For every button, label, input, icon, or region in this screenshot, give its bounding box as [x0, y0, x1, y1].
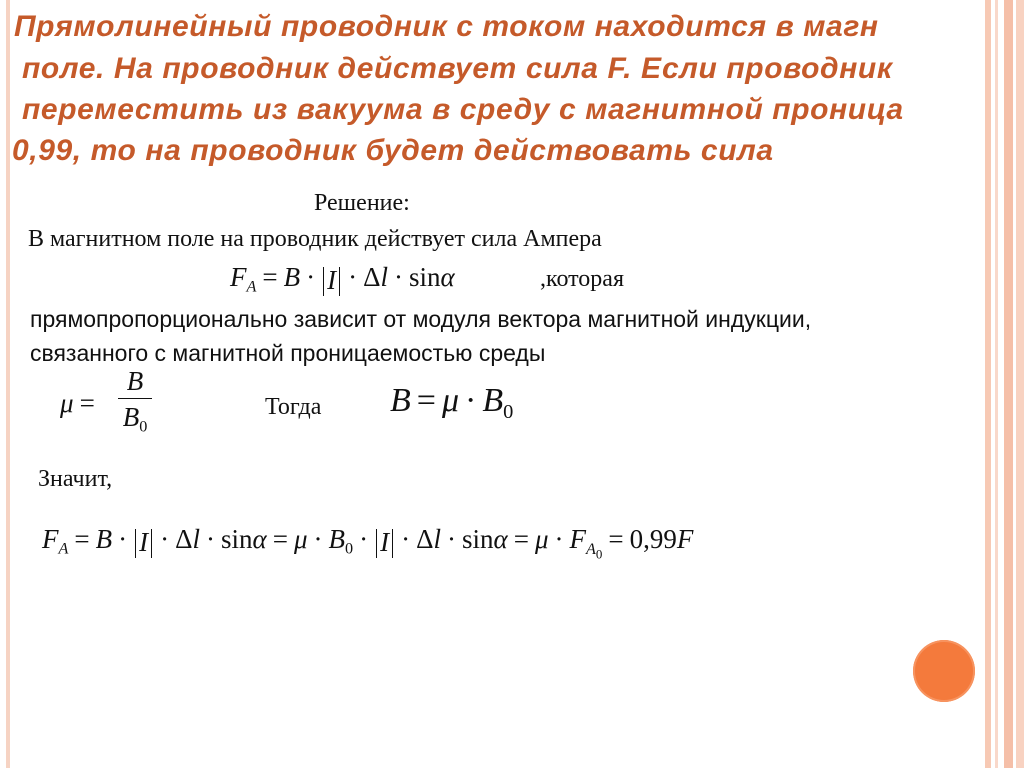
solution-heading: Решение: — [314, 190, 410, 216]
right-border-stripe — [1016, 0, 1024, 768]
hence-text: Значит, — [38, 466, 113, 492]
mu-symbol: μ = — [60, 388, 95, 418]
result-formula: $F_A = B \cdot I \cdot \Delta l \cdot \sin\alpha = \mu \cdot B_0 \cdot I \cdot \Delta l \cdot \sin\alpha = \mu \cdot F_{A_0} = 0,99F$ — [42, 524, 694, 562]
problem-title-line-3: переместить из вакуума в среду с магнитной проница — [22, 93, 904, 126]
right-border-stripe — [985, 0, 991, 768]
ampere-force-intro: В магнитном поле на проводник действует сила Ампера — [28, 226, 602, 252]
right-border-stripe — [995, 0, 998, 768]
which-text: ,которая — [540, 266, 624, 292]
problem-title-line-1: Прямолинейный проводник с током находится в магн — [14, 10, 879, 43]
decorative-orange-circle — [913, 640, 975, 702]
right-border-stripe — [1004, 0, 1013, 768]
left-border-stripe — [6, 0, 10, 768]
ampere-force-formula: $F_A = B \cdot I \cdot \Delta l \cdot \sin\alpha$ — [230, 262, 455, 296]
dependence-text-line-1: прямопропорционально зависит от модуля вектора магнитной индукции, — [30, 306, 812, 332]
result-value: 0,99 — [629, 524, 677, 554]
problem-title-line-2: поле. На проводник действует сила F. Если проводник — [22, 52, 893, 85]
dependence-text-line-2: связанного с магнитной проницаемостью среды — [30, 340, 546, 366]
induction-formula: $B = \mu \cdot B_0$ — [390, 382, 514, 424]
permeability-fraction: B $B_0$ — [118, 366, 152, 437]
then-text: Тогда — [265, 394, 322, 420]
problem-title-line-4: 0,99, то на проводник будет действовать сила — [12, 134, 774, 167]
